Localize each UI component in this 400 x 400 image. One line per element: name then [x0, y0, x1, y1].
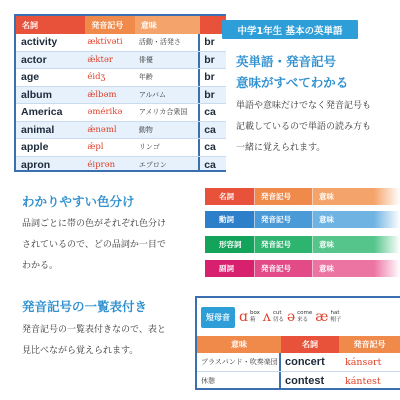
- band-pron: 発音記号: [255, 211, 313, 228]
- band-mean: 意味: [313, 211, 400, 228]
- section1-headline-1: 英単語・発音記号: [236, 54, 337, 69]
- body-line: わかる。: [22, 261, 59, 271]
- symbol-example: cut 切る: [272, 310, 284, 323]
- grade-badge: 中学1年生 基本の英単語: [222, 20, 358, 39]
- body-line: 記載しているので単語の読み方も: [236, 122, 372, 132]
- band-cap: [205, 236, 213, 253]
- table-row: [16, 87, 226, 105]
- cell-pron: æktívəti: [87, 37, 123, 48]
- cell-mean: エプロン: [135, 157, 200, 173]
- band-label: 名詞: [213, 188, 255, 205]
- cell-pron: əmérikə: [87, 107, 123, 118]
- table-row: [197, 353, 400, 372]
- body-line: 品詞ごとに帯の色がそれぞれ色分け: [22, 219, 167, 229]
- cell-word: contest: [285, 375, 325, 387]
- color-band-adjective: [205, 236, 400, 253]
- cell-pron: ǽpl: [87, 142, 104, 153]
- section2-headline: わかりやすい色分け: [22, 194, 135, 209]
- cell-next: br: [204, 88, 215, 101]
- cell-mean: 休憩: [197, 372, 281, 390]
- band-pron: 発音記号: [255, 188, 313, 205]
- band-cap: [205, 260, 213, 277]
- cell-word: album: [21, 88, 52, 101]
- cell-next: ca: [204, 158, 216, 171]
- symbol: ɑ: [239, 309, 248, 325]
- vocab-table-body: [16, 34, 226, 172]
- pronunciation-symbols: [197, 298, 400, 336]
- table-row: [16, 52, 226, 70]
- cell-word: actor: [21, 53, 47, 66]
- table-row: [16, 34, 226, 52]
- cell-pron: éiprən: [87, 159, 116, 170]
- cell-mean: 俳優: [135, 52, 200, 69]
- cell-pron: kánsərt: [345, 356, 382, 368]
- cell-pron: ǽktər: [87, 54, 113, 65]
- cell-word: apple: [21, 141, 49, 154]
- section2-body: [22, 214, 194, 277]
- cell-word: animal: [21, 123, 55, 136]
- header-pron: 発音記号: [85, 16, 135, 34]
- table-row: [197, 372, 400, 390]
- table-row: [16, 139, 226, 157]
- table-row: [16, 69, 226, 87]
- band-mean: 意味: [313, 188, 400, 205]
- symbol: ʌ: [262, 309, 271, 325]
- cell-pron: ǽlbəm: [87, 89, 117, 100]
- cell-mean: リンゴ: [135, 139, 200, 156]
- symbol-example: hat 帽子: [330, 310, 342, 323]
- vocab-table: [14, 14, 226, 172]
- symbol-cell: [263, 309, 284, 325]
- symbol: æ: [315, 309, 329, 325]
- symbol-example: come 来る: [297, 310, 313, 323]
- cell-word: apron: [21, 158, 51, 171]
- header-mean: 意味: [197, 336, 281, 353]
- color-band-verb: [205, 211, 400, 228]
- section1-body: [236, 96, 396, 159]
- table-row: [16, 122, 226, 140]
- cell-mean: 活動・活発さ: [135, 34, 200, 51]
- cell-pron: éidʒ: [87, 72, 106, 83]
- vocab-table-header: [16, 16, 226, 34]
- cell-next: ca: [204, 123, 216, 136]
- cell-mean: ブラスバンド・吹奏楽団: [197, 353, 281, 371]
- cell-mean: 年齢: [135, 69, 200, 86]
- short-vowel-tag: 短母音: [201, 307, 235, 328]
- cell-word: America: [21, 106, 63, 119]
- cell-word: activity: [21, 36, 58, 49]
- cell-word: concert: [285, 356, 325, 368]
- band-label: 副詞: [213, 260, 255, 277]
- symbol-cell: [315, 309, 341, 325]
- cell-pron: ǽnəml: [87, 124, 117, 135]
- section3-headline: 発音記号の一覧表付き: [22, 299, 148, 314]
- section3-body: [22, 320, 194, 362]
- symbol-example: box 箱: [249, 310, 260, 323]
- cell-pron: kántest: [345, 375, 381, 387]
- band-cap: [205, 211, 213, 228]
- header-word: 名詞: [281, 336, 339, 353]
- pronunciation-table-header: [197, 336, 400, 353]
- band-pron: 発音記号: [255, 236, 313, 253]
- band-cap: [205, 188, 213, 205]
- color-band-adverb: [205, 260, 400, 277]
- band-label: 形容詞: [213, 236, 255, 253]
- band-mean: 意味: [313, 260, 400, 277]
- cell-mean: アルバム: [135, 87, 200, 104]
- table-row: [16, 157, 226, 173]
- symbol-cell: [287, 309, 312, 325]
- body-line: 一緒に覚えられます。: [236, 143, 326, 153]
- band-pron: 発音記号: [255, 260, 313, 277]
- header-word: 名詞: [16, 16, 85, 34]
- body-line: 見比べながら覚えられます。: [22, 346, 139, 356]
- section1-headline-2: 意味がすべてわかる: [236, 75, 349, 90]
- cell-next: ca: [204, 106, 216, 119]
- header-mean: 意味: [135, 16, 200, 34]
- band-label: 動詞: [213, 211, 255, 228]
- cell-next: br: [204, 53, 215, 66]
- cell-next: br: [204, 36, 215, 49]
- cell-mean: 動物: [135, 122, 200, 139]
- table-row: [16, 104, 226, 122]
- body-line: 発音記号の一覧表付きなので、表と: [22, 325, 166, 335]
- cell-next: br: [204, 71, 215, 84]
- symbol: ə: [286, 309, 296, 325]
- cell-mean: アメリカ合衆国: [135, 104, 200, 121]
- header-pron: 発音記号: [339, 336, 400, 353]
- cell-word: age: [21, 71, 40, 84]
- symbol-cell: [239, 309, 260, 325]
- cell-next: ca: [204, 141, 216, 154]
- pronunciation-table: [195, 296, 400, 390]
- body-line: されているので、どの品詞か一目で: [22, 240, 166, 250]
- color-band-noun: [205, 188, 400, 205]
- band-mean: 意味: [313, 236, 400, 253]
- body-line: 単語や意味だけでなく発音記号も: [236, 101, 372, 111]
